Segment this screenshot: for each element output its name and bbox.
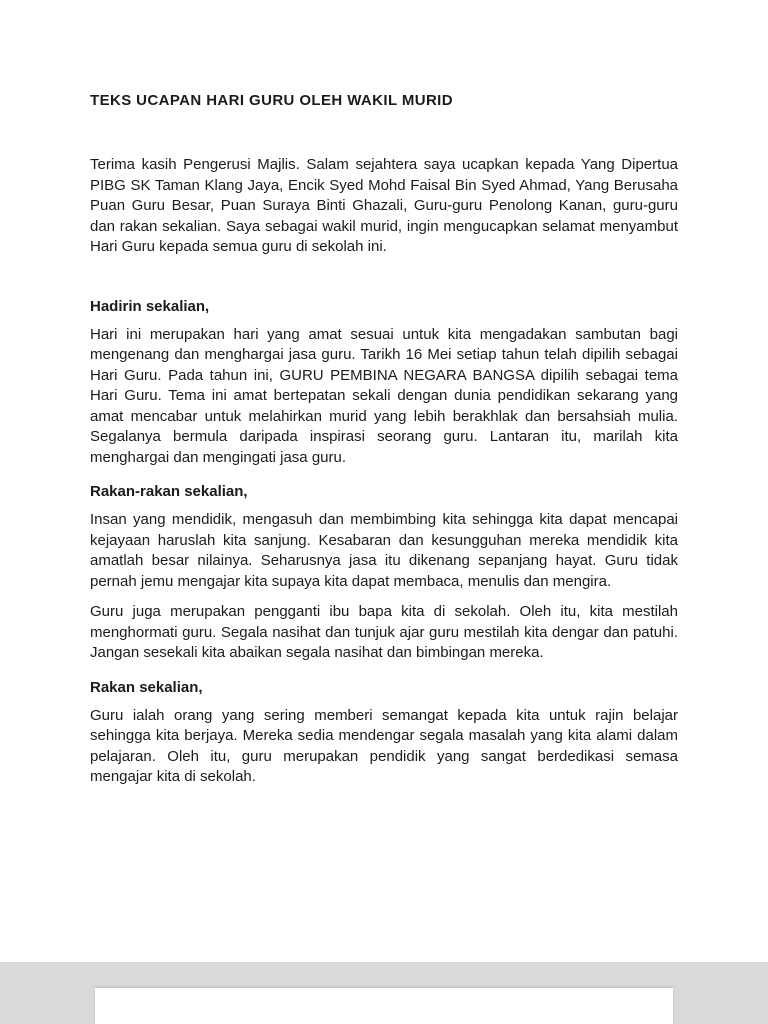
paragraph-insan-mendidik: Insan yang mendidik, mengasuh dan membimbing kita sehingga kita dapat mencapai kejayaan haruslah kita sanjung. Kesabaran dan kesungguhan mereka mendidik kita amatlah besar nilainya. Seharusnya jasa itu dikenang sepanjang hayat. Guru tidak pernah jemu mengajar kita supaya kita dapat membaca, menulis dan mengira. [90,511,678,590]
paragraph-hari-guru-tema: Hari ini merupakan hari yang amat sesuai untuk kita mengadakan sambutan bagi mengenang dan menghargai jasa guru. Tarikh 16 Mei setiap tahun telah dipilih sebagai Hari Guru. Pada tahun ini, GURU PEMBINA NEGARA BANGSA dipilih sebagai tema Hari Guru. Tema ini amat bertepatan sekali dengan dunia pendidikan sekarang yang amat mencabar untuk melahirkan murid yang lebih berakhlak dan bersahsiah mulia. Segalanya bermula daripada inspirasi seorang guru. Lantaran itu, marilah kita menghargai dan mengingati jasa guru. [90,325,678,466]
section-heading-rakan: Rakan sekalian, [90,678,203,696]
intro-paragraph: Terima kasih Pengerusi Majlis. Salam sejahtera saya ucapkan kepada Yang Dipertua PIBG SK Taman Klang Jaya, Encik Syed Mohd Faisal Bin Syed Ahmad, Yang Berusaha Puan Guru Besar, Puan Suraya Binti Ghazali, Guru-guru Penolong Kanan, guru-guru dan rakan sekalian. Saya sebagai wakil murid, ingin mengucapkan selamat menyambut Hari Guru kepada semua guru di sekolah ini. [90,156,678,255]
page-title: TEKS UCAPAN HARI GURU OLEH WAKIL MURID [90,92,453,109]
paragraph-pengganti-ibu-bapa: Guru juga merupakan pengganti ibu bapa kita di sekolah. Oleh itu, kita mestilah menghormati guru. Segala nasihat dan tunjuk ajar guru mestilah kita dengar dan patuhi. Jangan sesekali kita abaikan segala nasihat dan bimbingan mereka. [90,603,678,661]
paragraph-memberi-semangat: Guru ialah orang yang sering memberi semangat kepada kita untuk rajin belajar sehingga kita berjaya. Mereka sedia mendengar segala masalah yang kita alami dalam pelajaran. Oleh itu, guru merupakan pendidik yang sangat berdedikasi semasa mengajar kita di sekolah. [90,706,678,785]
section-heading-rakan-rakan: Rakan-rakan sekalian, [90,483,248,500]
section-heading-hadirin: Hadirin sekalian, [90,297,210,315]
document-page-2-preview [95,988,673,1024]
